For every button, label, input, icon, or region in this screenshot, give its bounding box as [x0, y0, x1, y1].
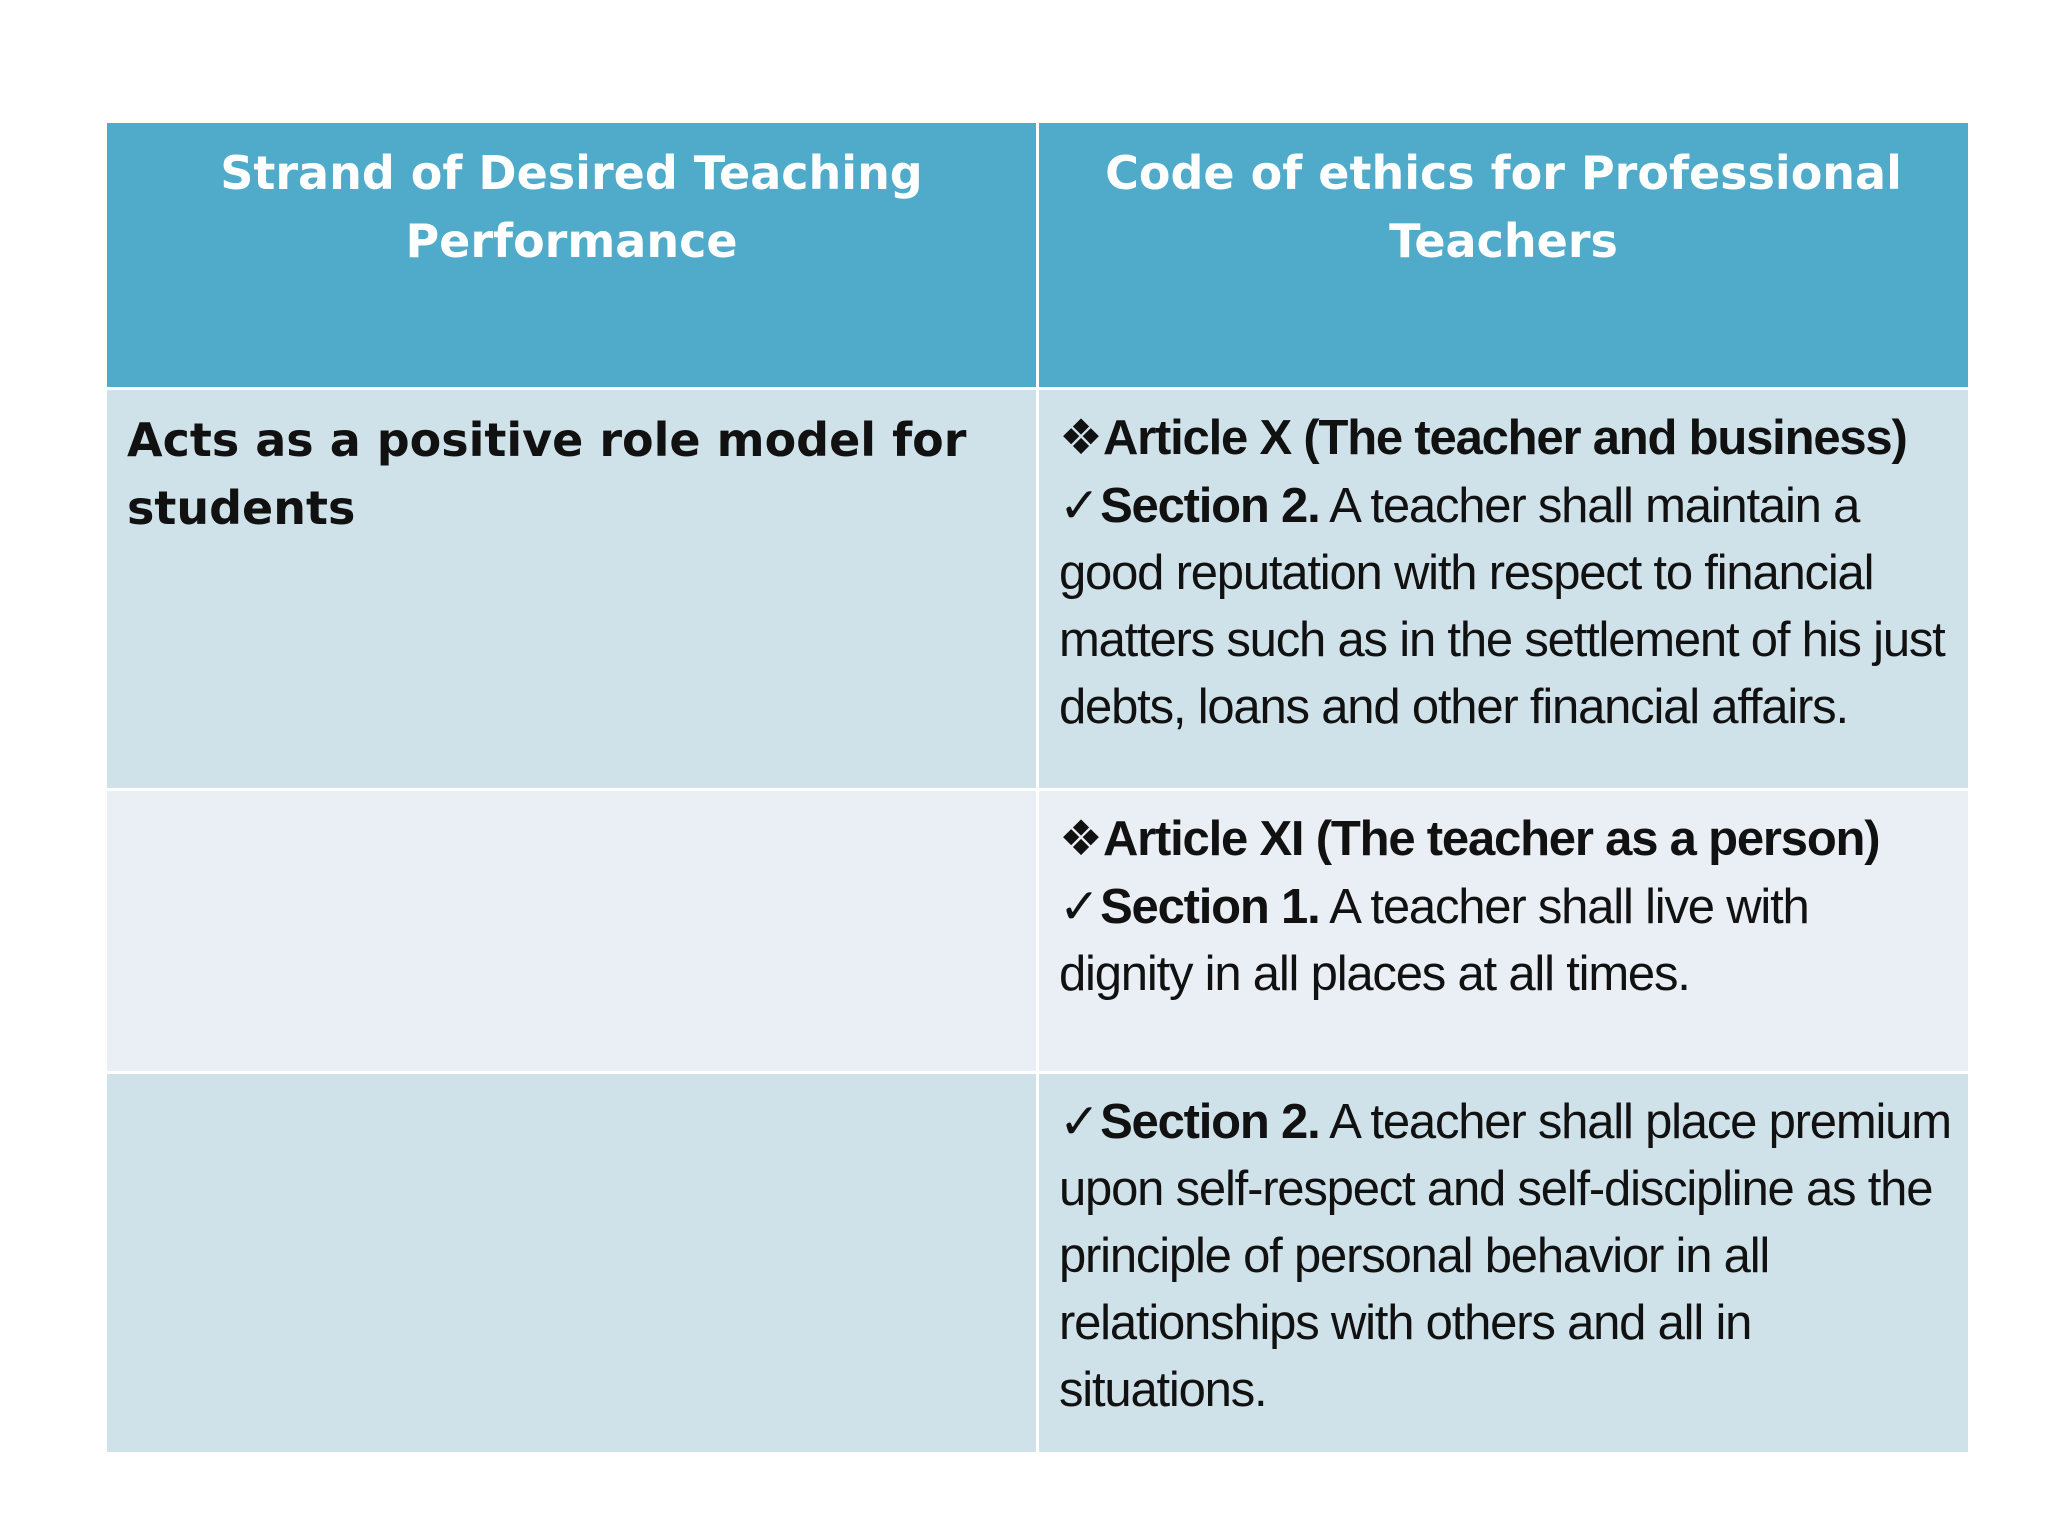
- article-title: Article X (The teacher and business): [1102, 411, 1907, 465]
- diamond-bullet-icon: ❖: [1059, 810, 1103, 867]
- table-row: [106, 1073, 1970, 1454]
- checkmark-icon: ✓: [1059, 1093, 1101, 1150]
- table-header-row: [106, 122, 1970, 389]
- table-row: [106, 790, 1970, 1073]
- section-text: A teacher shall place premium upon self-respect and self-discipline as the principle of personal behavior in all relationships with others and all in situations.: [1059, 1095, 1951, 1417]
- checkmark-icon: ✓: [1059, 477, 1101, 534]
- strand-text: [107, 1074, 1036, 1090]
- article-heading: [1059, 805, 1952, 873]
- code-cell: [1038, 389, 1970, 790]
- section-paragraph: [1059, 472, 1952, 741]
- strand-cell: [106, 790, 1038, 1073]
- code-cell: [1038, 790, 1970, 1073]
- section-paragraph: [1059, 873, 1952, 1008]
- checkmark-icon: ✓: [1059, 878, 1101, 935]
- article-title: Article XI (The teacher as a person): [1102, 812, 1880, 866]
- code-cell: [1038, 1073, 1970, 1454]
- table-row: [106, 389, 1970, 790]
- section-heading: Section 2.: [1100, 479, 1320, 533]
- ethics-comparison-table: [104, 120, 1971, 1455]
- diamond-bullet-icon: ❖: [1059, 409, 1103, 466]
- header-code-of-ethics: Code of ethics for Professional Teachers: [1038, 122, 1970, 389]
- section-heading: Section 1.: [1100, 880, 1320, 934]
- article-heading: [1059, 404, 1952, 472]
- section-text: A teacher shall live with dignity in all places at all times.: [1059, 880, 1809, 1001]
- section-heading: Section 2.: [1100, 1095, 1320, 1149]
- header-strand: Strand of Desired Teaching Performance: [106, 122, 1038, 389]
- strand-cell: [106, 389, 1038, 790]
- strand-cell: [106, 1073, 1038, 1454]
- section-paragraph: [1059, 1088, 1952, 1424]
- strand-text: [107, 791, 1036, 807]
- strand-text: Acts as a positive role model for students: [127, 413, 967, 535]
- section-text: A teacher shall maintain a good reputation with respect to financial matters such as in the settlement of his just debts, loans and other financial affairs.: [1059, 479, 1945, 734]
